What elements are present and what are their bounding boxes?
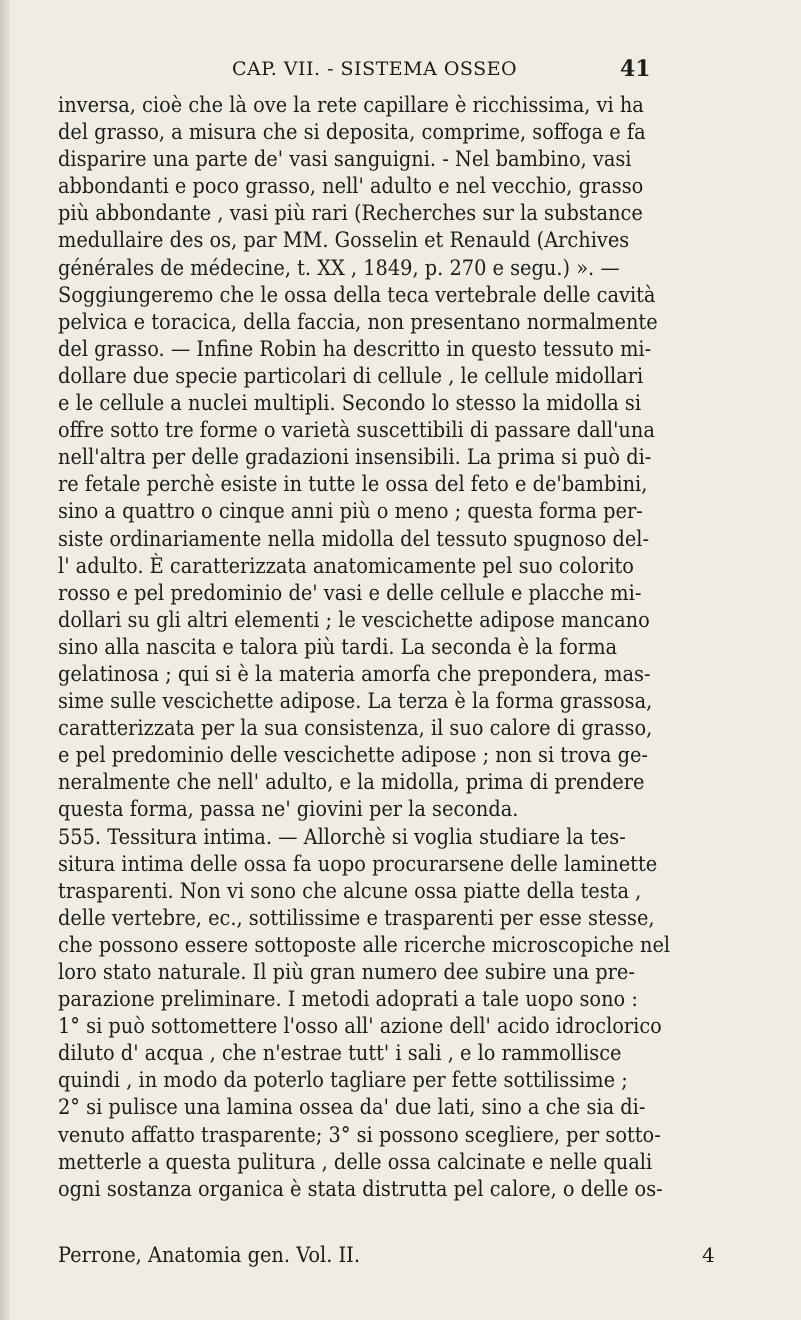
text-line: l' adulto. È caratterizzata anatomicamente pel suo colorito: [58, 553, 634, 579]
text-line: sime sulle vescichette adipose. La terza è la forma grassosa,: [58, 689, 653, 715]
text-line: gelatinosa ; qui si è la materia amorfa che prepondera, mas-: [58, 661, 651, 687]
text-line: delle vertebre, ec., sottilissime e trasparenti per esse stesse,: [58, 905, 655, 931]
text-line: loro stato naturale. Il più gran numero dee subire una pre-: [58, 960, 635, 985]
text-line: situra intima delle ossa fa uopo procurarsene delle laminette: [58, 851, 658, 877]
text-line: metterle a questa pulitura , delle ossa calcinate e nelle quali: [58, 1149, 653, 1175]
text-line: trasparenti. Non vi sono che alcune ossa piatte della testa ,: [58, 878, 642, 904]
text-line: abbondanti e poco grasso, nell' adulto e nel vecchio, grasso: [58, 174, 644, 200]
text-line: offre sotto tre forme o varietà suscettibili di passare dall'una: [58, 418, 655, 444]
footer-imprint: Perrone, Anatomia gen. Vol. II.: [58, 1243, 360, 1268]
page-number: 41: [620, 56, 651, 82]
page-edge: [0, 0, 10, 1320]
running-title: CAP. VII. - SISTEMA OSSEO: [232, 58, 518, 80]
text-line: neralmente che nell' adulto, e la midolla, prima di prendere: [58, 770, 645, 796]
text-line: e pel predominio delle vescichette adipose ; non si trova ge-: [58, 743, 648, 769]
text-line: dollari su gli altri elementi ; le vescichette adipose mancano: [58, 607, 650, 633]
text-line: sino alla nascita e talora più tardi. La seconda è la forma: [58, 634, 618, 660]
text-line: pelvica e toracica, della faccia, non presentano normalmente: [58, 309, 658, 335]
text-line: Soggiungeremo che le ossa della teca vertebrale delle cavità: [58, 282, 656, 308]
text-line: del grasso. — Infine Robin ha descritto in questo tessuto mi-: [58, 336, 652, 362]
text-line: re fetale perchè esiste in tutte le ossa del feto e de'bambini,: [58, 472, 648, 498]
text-line: e le cellule a nuclei multipli. Secondo lo stesso la midolla si: [58, 391, 642, 417]
text-line: siste ordinariamente nella midolla del tessuto spugnoso del-: [58, 526, 650, 552]
text-line: più abbondante , vasi più rari (Recherches sur la substance: [58, 201, 643, 227]
text-line: ogni sostanza organica è stata distrutta pel calore, o delle os-: [58, 1176, 663, 1202]
text-line: rosso e pel predominio de' vasi e delle cellule e placche mi-: [58, 580, 642, 606]
text-line: del grasso, a misura che si deposita, comprime, soffoga e fa: [58, 120, 646, 146]
text-line: medullaire des os, par MM. Gosselin et Renauld (Archives: [58, 228, 630, 254]
text-line: 1° si può sottomettere l'osso all' azione dell' acido idroclorico: [58, 1014, 662, 1040]
text-line: 2° si pulisce una lamina ossea da' due lati, sino a che sia di-: [58, 1095, 646, 1121]
text-line: che possono essere sottoposte alle ricerche microscopiche nel: [58, 932, 671, 958]
text-line: dollare due specie particolari di cellule , le cellule midollari: [58, 363, 644, 389]
text-line: inversa, cioè che là ove la rete capillare è ricchissima, vi ha: [58, 93, 644, 118]
text-line: venuto affatto trasparente; 3° si possono scegliere, per sotto-: [58, 1122, 661, 1148]
text-line: questa forma, passa ne' giovini per la seconda.: [58, 797, 519, 823]
signature-mark: 4: [702, 1243, 715, 1267]
text-line: parazione preliminare. I metodi adoprati a tale uopo sono :: [58, 987, 638, 1013]
text-line: 555. Tessitura intima. — Allorchè si voglia studiare la tes-: [58, 824, 626, 850]
text-line: diluto d' acqua , che n'estrae tutt' i sali , e lo rammollisce: [58, 1041, 622, 1067]
body-text: [58, 92, 788, 1203]
text-line: générales de médecine, t. XX , 1849, p. 270 e segu.) ». —: [58, 255, 620, 281]
text-line: quindi , in modo da poterlo tagliare per fette sottilissime ;: [58, 1068, 628, 1094]
text-line: nell'altra per delle gradazioni insensibili. La prima si può di-: [58, 445, 652, 471]
text-line: sino a quattro o cinque anni più o meno ; questa forma per-: [58, 499, 643, 525]
text-line: disparire una parte de' vasi sanguigni. - Nel bambino, vasi: [58, 147, 632, 173]
text-line: caratterizzata per la sua consistenza, il suo calore di grasso,: [58, 716, 653, 742]
